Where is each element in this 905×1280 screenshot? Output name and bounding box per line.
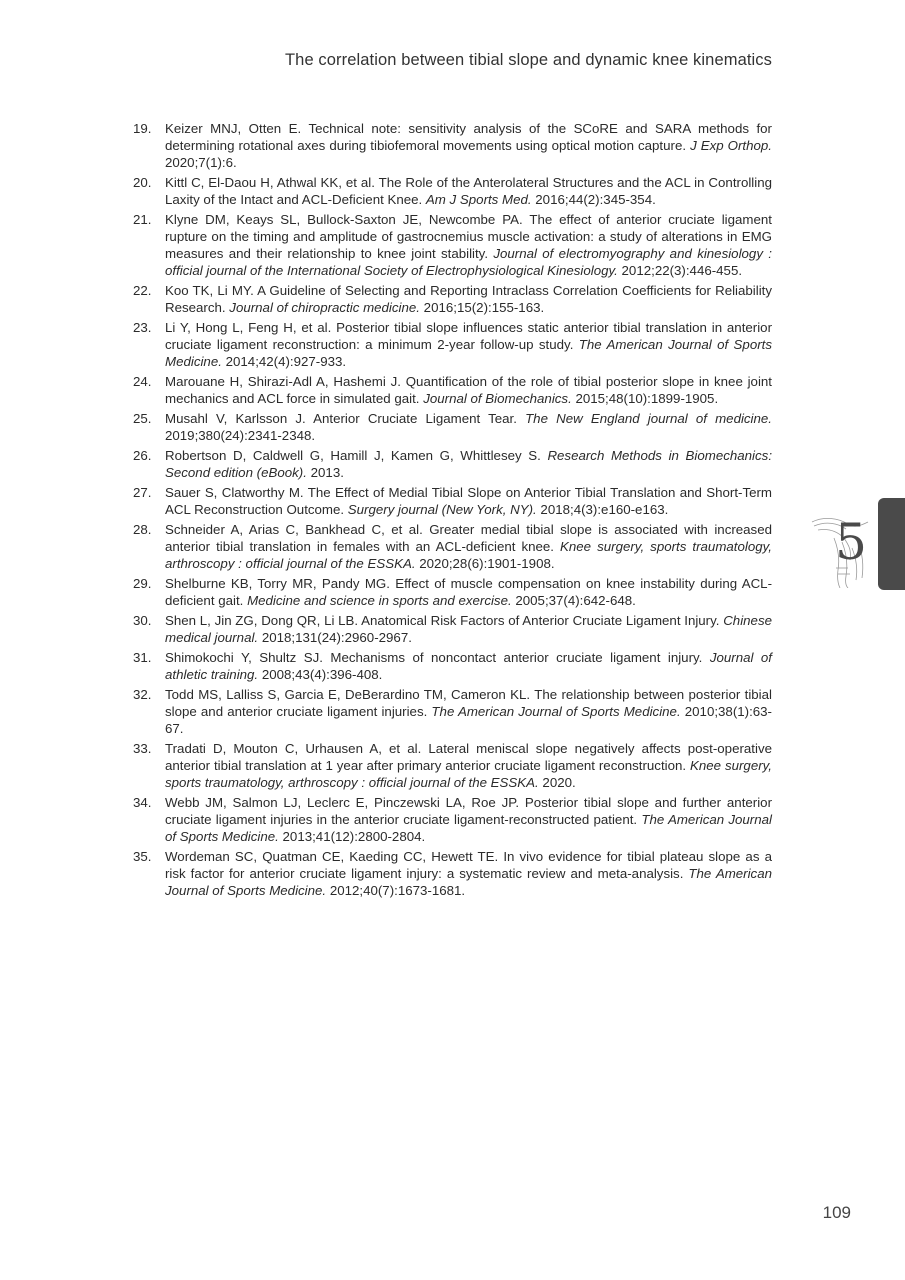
- reference-item: [128, 575, 772, 609]
- reference-citation: 2013.: [306, 465, 344, 480]
- reference-item: [128, 447, 772, 481]
- reference-journal: Journal of athletic training.: [165, 650, 772, 682]
- reference-journal: Knee surgery, sports traumatology, arthroscopy : official journal of the ESSKA.: [165, 539, 772, 571]
- reference-text: [165, 174, 772, 208]
- reference-item: [128, 120, 772, 171]
- reference-text: [165, 848, 772, 899]
- reference-journal: Knee surgery, sports traumatology, arthroscopy : official journal of the ESSKA.: [165, 758, 773, 790]
- reference-item: [128, 686, 772, 737]
- reference-text: [165, 484, 772, 518]
- reference-citation: 2016;15(2):155-163.: [419, 300, 545, 315]
- reference-citation: 2018;131(24):2960-2967.: [258, 630, 412, 645]
- reference-number: 28.: [133, 522, 152, 537]
- reference-text: [165, 120, 772, 171]
- reference-citation: 2012;40(7):1673-1681.: [326, 883, 466, 898]
- running-title: The correlation between tibial slope and dynamic knee kinematics: [285, 51, 772, 69]
- reference-citation: 2018;4(3):e160-e163.: [536, 502, 669, 517]
- reference-text: [165, 282, 772, 316]
- reference-item: [128, 319, 772, 370]
- reference-item: [128, 612, 772, 646]
- reference-text: [165, 686, 772, 737]
- reference-number: 35.: [133, 849, 152, 864]
- reference-citation: 2005;37(4):642-648.: [511, 593, 636, 608]
- reference-item: [128, 282, 772, 316]
- reference-text: [165, 447, 772, 481]
- reference-authors-title: Klyne DM, Keays SL, Bullock-Saxton JE, Newcombe PA. The effect of anterior cruciate ligament rupture on the timing and amplitude of gastrocnemius muscle activation: a study of alterations in EMG measures and their relationship to knee joint stability.: [165, 212, 772, 261]
- reference-citation: 2020.: [538, 775, 576, 790]
- reference-journal: The American Journal of Sports Medicine.: [165, 337, 772, 369]
- reference-number: 27.: [133, 485, 152, 500]
- reference-journal: Journal of Biomechanics.: [423, 391, 572, 406]
- reference-number: 21.: [133, 212, 152, 227]
- reference-journal: The New England journal of medicine.: [525, 411, 773, 426]
- reference-citation: 2008;43(4):396-408.: [258, 667, 383, 682]
- reference-item: [128, 174, 772, 208]
- reference-number: 31.: [133, 650, 152, 665]
- reference-item: [128, 649, 772, 683]
- reference-citation: 2014;42(4):927-933.: [221, 354, 347, 369]
- reference-number: 24.: [133, 374, 152, 389]
- reference-authors-title: Shimokochi Y, Shultz SJ. Mechanisms of noncontact anterior cruciate ligament injury.: [165, 650, 710, 665]
- reference-list: [128, 120, 772, 902]
- reference-authors-title: Kittl C, El-Daou H, Athwal KK, et al. The Role of the Anterolateral Structures and the ACL in Controlling Laxity of the Intact and ACL-Deficient Knee.: [165, 175, 772, 207]
- reference-journal: Journal of electromyography and kinesiology : official journal of the International Society of Electrophysiological Kinesiology.: [165, 246, 772, 278]
- reference-number: 20.: [133, 175, 152, 190]
- reference-citation: 2019;380(24):2341-2348.: [165, 428, 316, 443]
- reference-text: [165, 211, 772, 279]
- reference-citation: 2020;7(1):6.: [165, 155, 237, 170]
- reference-text: [165, 410, 772, 444]
- reference-authors-title: Shen L, Jin ZG, Dong QR, Li LB. Anatomical Risk Factors of Anterior Cruciate Ligament Injury.: [165, 613, 724, 628]
- reference-authors-title: Webb JM, Salmon LJ, Leclerc E, Pinczewski LA, Roe JP. Posterior tibial slope and further anterior cruciate ligament injuries in the anterior cruciate ligament-reconstructed patient.: [165, 795, 772, 827]
- reference-text: [165, 575, 772, 609]
- reference-item: [128, 521, 772, 572]
- reference-journal: J Exp Orthop.: [690, 138, 773, 153]
- reference-text: [165, 612, 772, 646]
- reference-authors-title: Sauer S, Clatworthy M. The Effect of Medial Tibial Slope on Anterior Tibial Translation and Short-Term ACL Reconstruction Outcome.: [165, 485, 772, 517]
- reference-authors-title: Marouane H, Shirazi-Adl A, Hashemi J. Quantification of the role of tibial posterior slope in knee joint mechanics and ACL force in simulated gait.: [165, 374, 772, 406]
- reference-number: 32.: [133, 687, 152, 702]
- reference-authors-title: Koo TK, Li MY. A Guideline of Selecting and Reporting Intraclass Correlation Coefficients for Reliability Research.: [165, 283, 772, 315]
- reference-authors-title: Musahl V, Karlsson J. Anterior Cruciate Ligament Tear.: [165, 411, 526, 426]
- reference-journal: Medicine and science in sports and exercise.: [247, 593, 512, 608]
- reference-item: [128, 373, 772, 407]
- reference-authors-title: Todd MS, Lalliss S, Garcia E, DeBerardino TM, Cameron KL. The relationship between posterior tibial slope and anterior cruciate ligament injuries.: [165, 687, 772, 719]
- chapter-number: 5: [835, 513, 867, 571]
- reference-authors-title: Keizer MNJ, Otten E. Technical note: sensitivity analysis of the SCoRE and SARA methods for determining rotational axes during tibiofemoral movements using optical motion capture.: [165, 121, 772, 153]
- reference-citation: 2010;38(1):63-67.: [165, 704, 772, 736]
- reference-text: [165, 373, 772, 407]
- reference-number: 29.: [133, 576, 152, 591]
- reference-text: [165, 521, 772, 572]
- reference-number: 23.: [133, 320, 152, 335]
- reference-number: 22.: [133, 283, 152, 298]
- reference-number: 33.: [133, 741, 152, 756]
- reference-authors-title: Wordeman SC, Quatman CE, Kaeding CC, Hewett TE. In vivo evidence for tibial plateau slope as a risk factor for anterior cruciate ligament injury: a systematic review and meta-analysis.: [165, 849, 772, 881]
- reference-text: [165, 319, 772, 370]
- reference-citation: 2013;41(12):2800-2804.: [278, 829, 426, 844]
- reference-citation: 2016;44(2):345-354.: [531, 192, 656, 207]
- reference-journal: Research Methods in Biomechanics: Second edition (eBook).: [165, 448, 773, 480]
- reference-item: [128, 848, 772, 899]
- reference-item: [128, 740, 772, 791]
- reference-journal: Surgery journal (New York, NY).: [347, 502, 537, 517]
- reference-citation: 2020;28(6):1901-1908.: [415, 556, 555, 571]
- page-number: 109: [822, 1203, 851, 1222]
- chapter-tab: [878, 498, 905, 590]
- reference-authors-title: Li Y, Hong L, Feng H, et al. Posterior tibial slope influences static anterior tibial translation in anterior cruciate ligament reconstruction: a minimum 2-year follow-up study.: [165, 320, 772, 352]
- reference-journal: The American Journal of Sports Medicine.: [165, 866, 772, 898]
- reference-journal: Chinese medical journal.: [165, 613, 772, 645]
- reference-text: [165, 794, 772, 845]
- reference-authors-title: Schneider A, Arias C, Bankhead C, et al. Greater medial tibial slope is associated with increased anterior tibial translation in females with an ACL-deficient knee.: [165, 522, 772, 554]
- reference-item: [128, 484, 772, 518]
- reference-citation: 2015;48(10):1899-1905.: [571, 391, 719, 406]
- reference-item: [128, 410, 772, 444]
- reference-item: [128, 794, 772, 845]
- reference-text: [165, 740, 772, 791]
- reference-journal: The American Journal of Sports Medicine.: [431, 704, 681, 719]
- reference-text: [165, 649, 772, 683]
- reference-authors-title: Robertson D, Caldwell G, Hamill J, Kamen G, Whittlesey S.: [165, 448, 548, 463]
- reference-citation: 2012;22(3):446-455.: [617, 263, 743, 278]
- reference-number: 30.: [133, 613, 152, 628]
- reference-number: 25.: [133, 411, 152, 426]
- reference-journal: Am J Sports Med.: [425, 192, 532, 207]
- reference-authors-title: Shelburne KB, Torry MR, Pandy MG. Effect of muscle compensation on knee instability during ACL-deficient gait.: [165, 576, 772, 608]
- reference-journal: Journal of chiropractic medicine.: [229, 300, 420, 315]
- reference-number: 19.: [133, 121, 152, 136]
- reference-item: [128, 211, 772, 279]
- reference-journal: The American Journal of Sports Medicine.: [165, 812, 772, 844]
- reference-number: 26.: [133, 448, 152, 463]
- reference-authors-title: Tradati D, Mouton C, Urhausen A, et al. Lateral meniscal slope negatively affects post-operative anterior tibial translation at 1 year after primary anterior cruciate ligament reconstruction.: [165, 741, 772, 773]
- reference-number: 34.: [133, 795, 152, 810]
